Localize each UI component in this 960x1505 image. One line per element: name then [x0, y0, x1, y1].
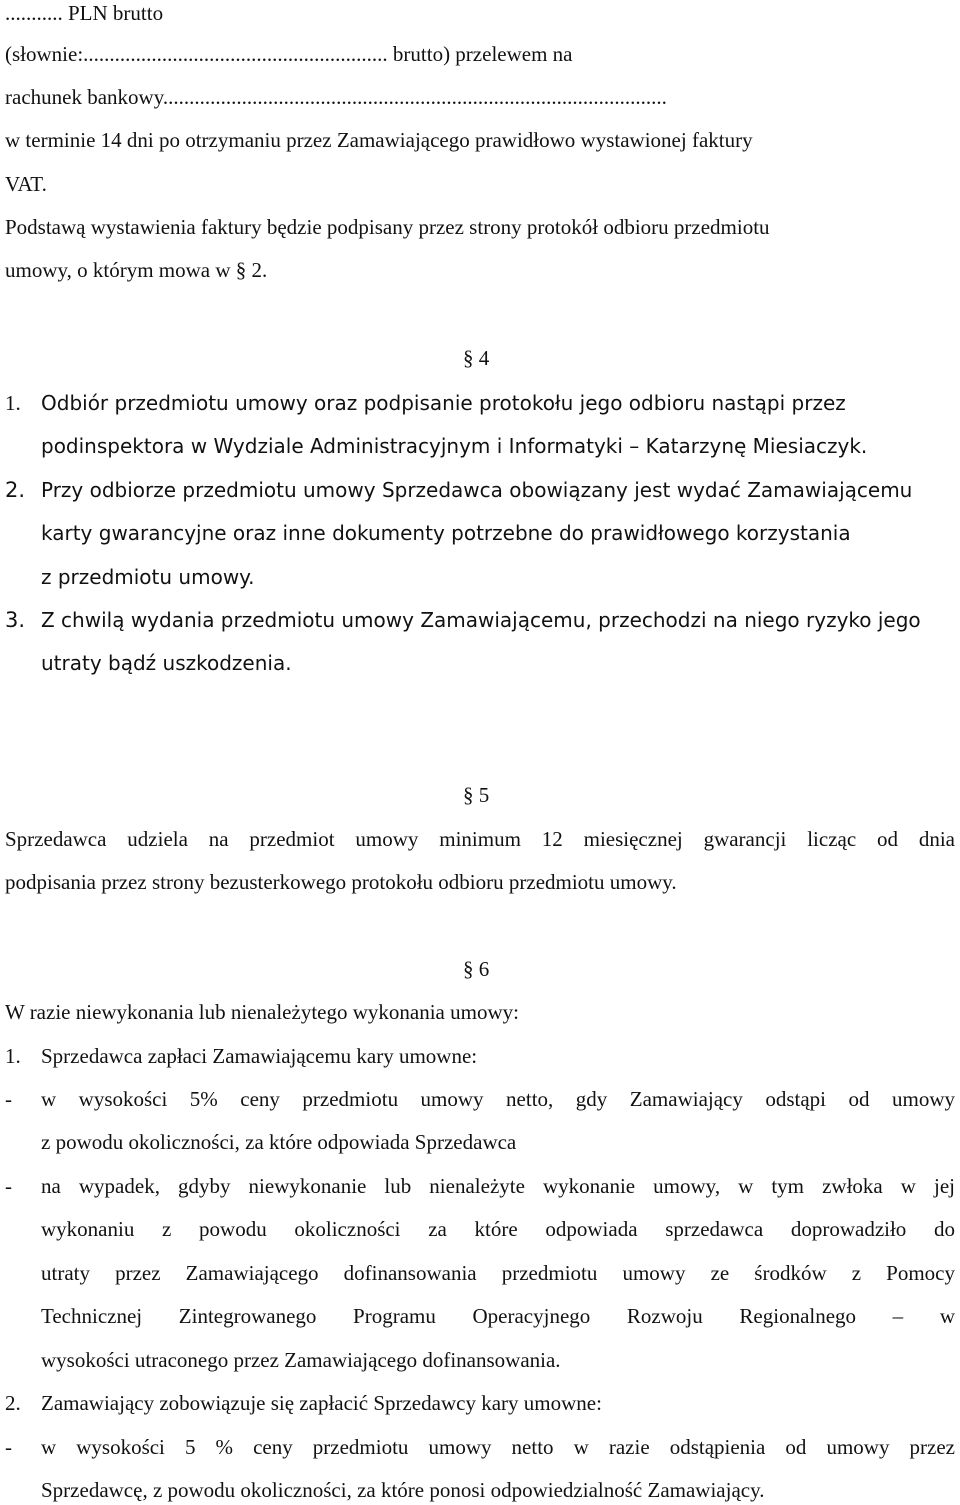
s6-b3-line-2: Sprzedawcę, z powodu okoliczności, za które ponosi odpowiedzialność Zamawiający.	[41, 1478, 765, 1502]
s6-b1-line-1: w wysokości 5% ceny przedmiotu umowy netto, gdy Zamawiający odstąpi od umowy	[41, 1087, 955, 1111]
intro-line-2: (słownie:.......................................................... brutto) przelewem na	[5, 42, 573, 66]
intro-line-1: ........... PLN brutto	[5, 1, 164, 25]
s4-p3-number: 3.	[5, 608, 26, 632]
section-4-heading: § 4	[463, 346, 490, 370]
intro-line-3: rachunek bankowy................................................................................................	[5, 85, 667, 109]
s6-b2-line-2: wykonaniu z powodu okoliczności za które odpowiada sprzedawca doprowadziło do	[41, 1217, 955, 1241]
s6-b2-line-1: na wypadek, gdyby niewykonanie lub nienależyte wykonanie umowy, w tym zwłoka w jej	[41, 1174, 955, 1198]
s6-p2-number: 2.	[5, 1391, 21, 1415]
section-6-heading: § 6	[463, 957, 490, 981]
intro-line-4: w terminie 14 dni po otrzymaniu przez Zamawiającego prawidłowo wystawionej faktury	[5, 128, 753, 152]
s4-p1-line-2: podinspektora w Wydziale Administracyjnym i Informatyki – Katarzynę Miesiaczyk.	[41, 434, 868, 458]
s6-p1-number: 1.	[5, 1044, 21, 1068]
s6-b3-line-1: w wysokości 5 % ceny przedmiotu umowy netto w razie odstąpienia od umowy przez	[41, 1435, 955, 1459]
s6-b2-line-4: Technicznej Zintegrowanego Programu Operacyjnego Rozwoju Regionalnego – w	[41, 1304, 955, 1328]
s5-line-2: podpisania przez strony bezusterkowego protokołu odbioru przedmiotu umowy.	[5, 870, 677, 894]
intro-line-6: Podstawą wystawienia faktury będzie podpisany przez strony protokół odbioru przedmiotu	[5, 215, 770, 239]
s4-p2-line-1: Przy odbiorze przedmiotu umowy Sprzedawca obowiązany jest wydać Zamawiającemu	[41, 478, 913, 502]
s6-p2-text: Zamawiający zobowiązuje się zapłacić Sprzedawcy kary umowne:	[41, 1391, 602, 1415]
s6-b3-dash: -	[5, 1435, 12, 1459]
section-5-heading: § 5	[463, 783, 490, 807]
s5-line-1: Sprzedawca udziela na przedmiot umowy minimum 12 miesięcznej gwarancji licząc od dnia	[5, 827, 955, 851]
intro-line-5: VAT.	[5, 172, 47, 196]
s6-b1-dash: -	[5, 1087, 12, 1111]
s4-p2-line-2: karty gwarancyjne oraz inne dokumenty potrzebne do prawidłowego korzystania	[41, 521, 851, 545]
s6-b1-line-2: z powodu okoliczności, za które odpowiada Sprzedawca	[41, 1130, 517, 1154]
s4-p1-number: 1.	[5, 391, 21, 415]
intro-line-7: umowy, o którym mowa w § 2.	[5, 258, 268, 282]
s6-intro: W razie niewykonania lub nienależytego wykonania umowy:	[5, 1000, 519, 1024]
s4-p2-number: 2.	[5, 478, 26, 502]
s6-b2-line-3: utraty przez Zamawiającego dofinansowania przedmiotu umowy ze środków z Pomocy	[41, 1261, 955, 1285]
s6-p1-text: Sprzedawca zapłaci Zamawiającemu kary umowne:	[41, 1044, 478, 1068]
s6-b2-line-5: wysokości utraconego przez Zamawiającego dofinansowania.	[41, 1348, 561, 1372]
s4-p3-line-2: utraty bądź uszkodzenia.	[41, 651, 292, 675]
s6-b2-dash: -	[5, 1174, 12, 1198]
s4-p3-line-1: Z chwilą wydania przedmiotu umowy Zamawiającemu, przechodzi na niego ryzyko jego	[41, 608, 921, 632]
s4-p1-line-1: Odbiór przedmiotu umowy oraz podpisanie protokołu jego odbioru nastąpi przez	[41, 391, 846, 415]
s4-p2-line-3: z przedmiotu umowy.	[41, 565, 255, 589]
